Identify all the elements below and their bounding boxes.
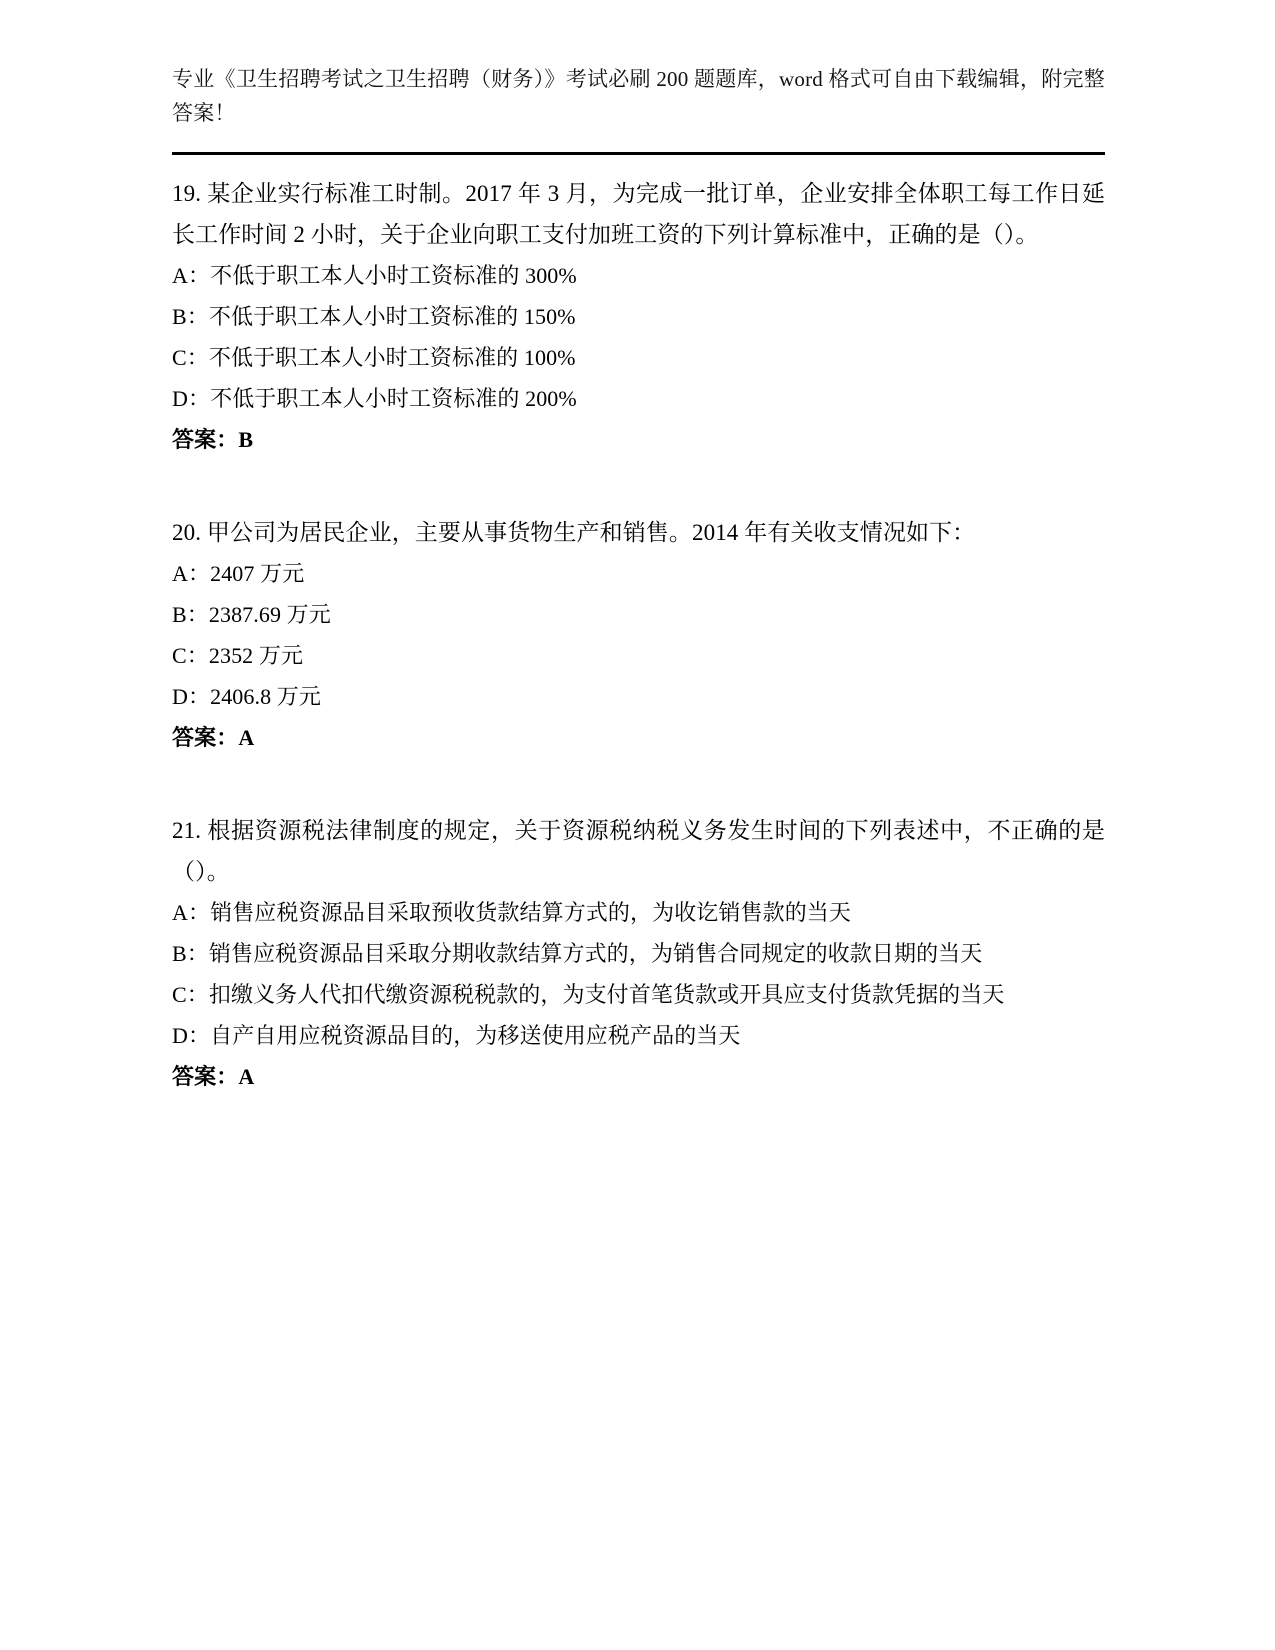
question-option: D：不低于职工本人小时工资标准的 200% [172,386,577,411]
question-stem: 19. 某企业实行标准工时制。2017 年 3 月，为完成一批订单，企业安排全体职工每工作日延长工作时间 2 小时，关于企业向职工支付加班工资的下列计算标准中，正确的是（）。 [172,181,1105,247]
question-option: D：2406.8 万元 [172,684,321,709]
question-option: D：自产自用应税资源品目的，为移送使用应税产品的当天 [172,1023,741,1048]
page-header-note: 专业《卫生招聘考试之卫生招聘（财务）》考试必刷 200 题题库，word 格式可自由下载编辑，附完整答案！ [172,67,1105,125]
answer-label: 答案： [172,1064,239,1089]
answer-label: 答案： [172,725,239,750]
question-stem: 20. 甲公司为居民企业，主要从事货物生产和销售。2014 年有关收支情况如下： [172,520,976,545]
answer-label: 答案： [172,427,239,452]
answer-value: A [238,1064,255,1089]
question-option: C：扣缴义务人代扣代缴资源税税款的，为支付首笔货款或开具应支付货款凭据的当天 [172,982,1005,1007]
answer-value: B [238,427,254,452]
question-option: A：不低于职工本人小时工资标准的 300% [172,263,577,288]
question-answer [172,419,1105,460]
question-answer [172,1056,1105,1097]
question-option: C：2352 万元 [172,643,304,668]
question-item [172,173,1105,460]
question-option: B：销售应税资源品目采取分期收款结算方式的，为销售合同规定的收款日期的当天 [172,941,983,966]
question-item [172,810,1105,1097]
question-option: B：2387.69 万元 [172,602,331,627]
question-option: A：销售应税资源品目采取预收货款结算方式的，为收讫销售款的当天 [172,900,851,925]
question-answer [172,717,1105,758]
answer-value: A [238,725,255,750]
header-divider [172,152,1105,155]
question-option: C：不低于职工本人小时工资标准的 100% [172,345,576,370]
question-option: B：不低于职工本人小时工资标准的 150% [172,304,576,329]
questions-container [172,173,1105,1097]
question-option: A：2407 万元 [172,561,305,586]
question-stem: 21. 根据资源税法律制度的规定，关于资源税纳税义务发生时间的下列表述中，不正确的是（）。 [172,818,1105,884]
question-item [172,512,1105,758]
